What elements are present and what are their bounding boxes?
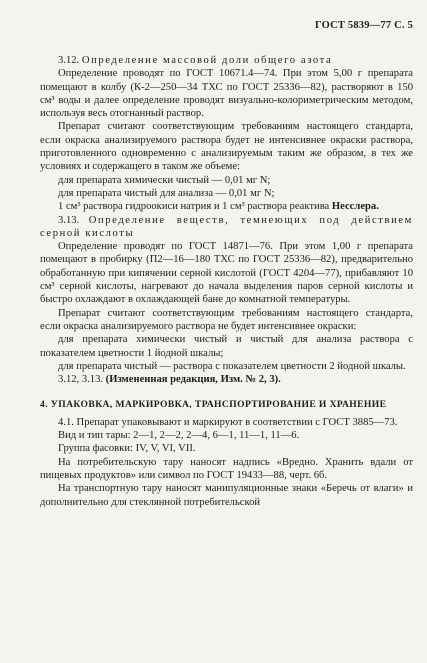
text-run: 3.13. [58,214,89,226]
list-item-color-index-1 [40,333,413,360]
list-item-color-index-2 [40,360,413,373]
text-run: для препарата чистый — раствора с показателем цветности 2 йодной шкалы. [58,360,406,372]
text-run: Препарат считают соответствующим требованиям настоящего стандарта, если окраска анализируемого раствора не будет интенсивнее окраски: [40,307,413,332]
page-body [40,54,413,509]
paragraph-3-13-method [40,240,413,306]
text-run: для препарата химически чистый и чистый для анализа раствора с показателем цветности 1 йодной шкалы; [40,334,413,359]
text-run: Определение проводят по ГОСТ 14871—76. При этом 1,00 г препарата помещают в пробирку (П2—16—180 ТХС по ГОСТ 25336—82), предварительно обработанную при кипячении серной кислотой (ГОСТ 4204—77), прибавляют 10 см³ серной кислоты, нагревают до начала выделения паров серной кислоты и быстро охлаждают в охлаждающей бане до комнатной температуры. [40,241,413,306]
list-item-reagent-grade [40,174,413,187]
text-run: Определение массовой доли общего азота [81,55,333,66]
section-4-heading [40,398,413,411]
text-run: Препарат считают соответствующим требованиям настоящего стандарта, если окраска анализируемого раствора будет не интенсивнее окраски раствора, приготовленного одновременно с анализируемым таким же образом, в тех же условиях и содержащего в таком же объеме: [40,121,413,173]
text-run: Группа фасовки: IV, V, VI, VII. [58,443,196,455]
paragraph-container-types [40,429,413,442]
list-item-analytical-grade [40,187,413,200]
text-run: для препарата химически чистый — 0,01 мг N; [58,174,271,186]
text-run: 3.12, 3.13. [58,374,106,386]
paragraph-packing-group [40,442,413,455]
paragraph-4-1 [40,416,413,429]
text-run: Несслера. [331,201,379,213]
text-run: (Измененная редакция, Изм. № 2, 3). [105,374,281,386]
paragraph-3-13-heading [40,214,413,241]
paragraph-3-12-reagents [40,200,413,213]
text-run: 1 см³ раствора гидроокиси натрия и 1 см³ раствора реактива [58,201,332,213]
text-run: На транспортную тару наносят манипуляционные знаки «Беречь от влаги» и дополнительно для стеклянной потребительской [40,483,413,508]
paragraph-3-12-method [40,67,413,120]
text-run: Определение веществ, темнеющих под действием серной кислоты [40,214,413,239]
paragraph-3-12-criterion [40,120,413,173]
paragraph-3-13-criterion [40,307,413,334]
page-header: ГОСТ 5839—77 С. 5 [314,20,413,31]
paragraph-transport-label [40,482,413,509]
text-run: Определение проводят по ГОСТ 10671.4—74. При этом 5,00 г препарата помещают в колбу (К-2—250—34 ТХС по ГОСТ 25336—82), растворяют в 150 см³ воды и далее определение проводят визуально-колориметрическим методом, используя весь отогнанный раствор. [40,68,413,120]
text-run: Вид и тип тары: 2—1, 2—2, 2—4, 6—1, 11—1, 11—6. [58,430,300,442]
text-run: 4.1. Препарат упаковывают и маркируют в соответствии с ГОСТ 3885—73. [58,416,398,428]
amendment-note [40,373,413,386]
text-run: 4. УПАКОВКА, МАРКИРОВКА, ТРАНСПОРТИРОВАНИЕ И ХРАНЕНИЕ [40,399,387,411]
paragraph-consumer-label [40,456,413,483]
paragraph-3-12-heading [40,54,413,67]
text-run: для препарата чистый для анализа — 0,01 мг N; [58,187,275,199]
text-run: На потребительскую тару наносят надпись «Вредно. Хранить вдали от пищевых продуктов» или символ по ГОСТ 19433—88, черт. 6б. [40,456,413,481]
text-run: 3.12. [58,55,82,66]
section-spacer [40,386,413,398]
